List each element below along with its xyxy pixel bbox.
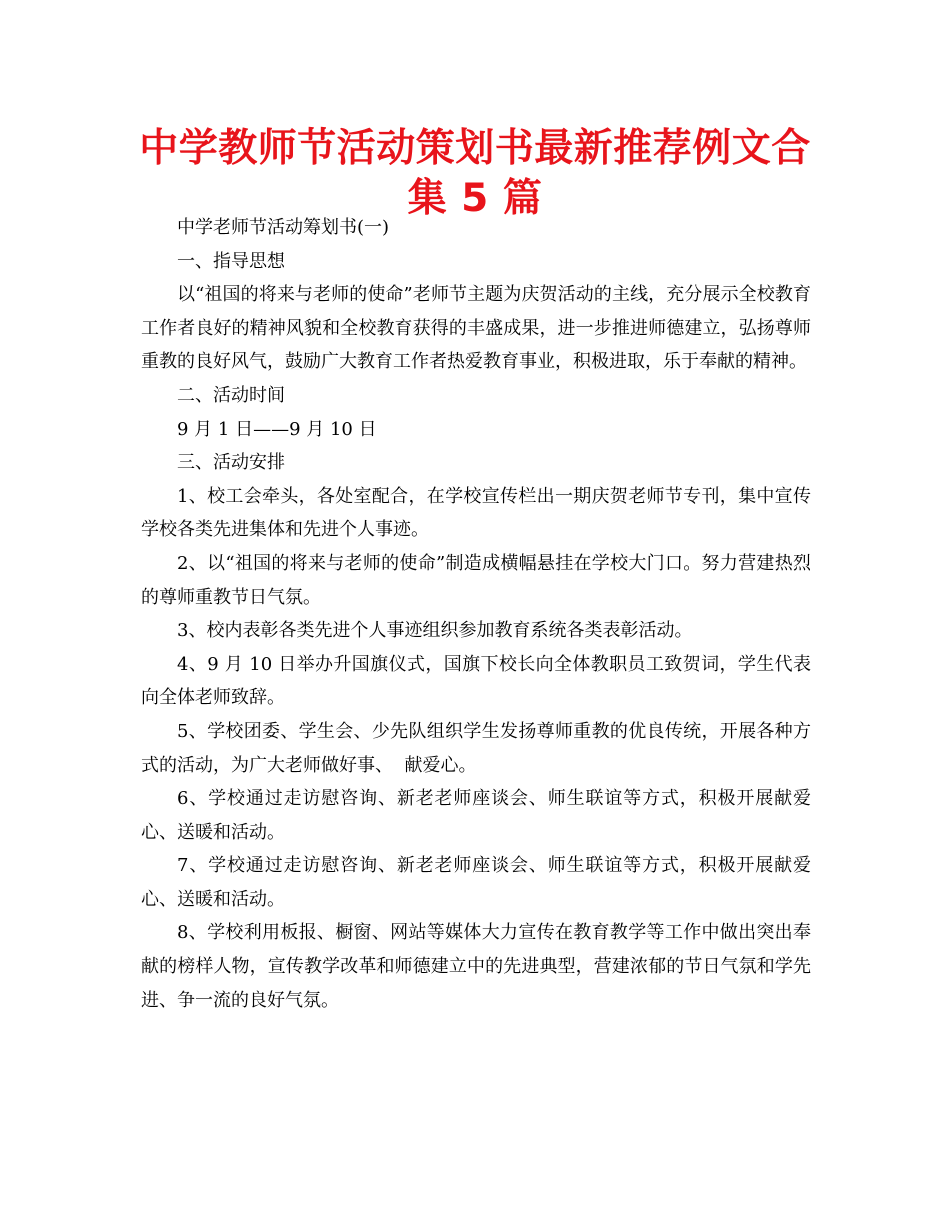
paragraph-arrangement-item: 4、9 月 10 日举办升国旗仪式，国旗下校长向全体教职员工致贺词，学生代表向全体老师致辞。 bbox=[141, 653, 811, 709]
document-title: 中学教师节活动策划书最新推荐例文合集 5 篇 bbox=[139, 126, 811, 221]
paragraph-arrangement-item: 5、学校团委、学生会、少先队组织学生发扬尊师重教的优良传统，开展各种方式的活动，为广大老师做好事、 献爱心。 bbox=[141, 720, 811, 776]
paragraph-arrangement-item: 8、学校利用板报、橱窗、网站等媒体大力宣传在教育教学等工作中做出突出奉献的榜样人物，宣传教学改革和师德建立中的先进典型，营建浓郁的节日气氛和学先进、争一流的良好气氛。 bbox=[141, 922, 811, 1011]
paragraph-activity-time: 9 月 1 日——9 月 10 日 bbox=[177, 418, 377, 440]
paragraph-arrangement-item: 1、校工会牵头，各处室配合，在学校宣传栏出一期庆贺老师节专刊，集中宣传学校各类先进集体和先进个人事迹。 bbox=[141, 485, 811, 541]
paragraph-guiding-ideology: 以“祖国的将来与老师的使命”老师节主题为庆贺活动的主线，充分展示全校教育工作者良好的精神风貌和全校教育获得的丰盛成果，进一步推进师德建立，弘扬尊师重教的良好风气，鼓励广大教育工作者热爱教育事业，积极进取，乐于奉献的精神。 bbox=[141, 284, 811, 373]
paragraph-heading-activity-time: 二、活动时间 bbox=[177, 384, 285, 406]
paragraph-arrangement-item: 7、学校通过走访慰咨询、新老老师座谈会、师生联谊等方式，积极开展献爱心、送暖和活动。 bbox=[141, 855, 811, 910]
paragraph-heading-guiding-ideology: 一、指导思想 bbox=[177, 250, 285, 272]
paragraph-heading-activity-arrangement: 三、活动安排 bbox=[177, 452, 285, 474]
paragraph-arrangement-item: 3、校内表彰各类先进个人事迹组织参加教育系统各类表彰活动。 bbox=[177, 620, 693, 642]
paragraph-arrangement-item: 6、学校通过走访慰咨询、新老老师座谈会、师生联谊等方式，积极开展献爱心、送暖和活动。 bbox=[141, 788, 811, 843]
document-body bbox=[141, 211, 811, 1017]
paragraph-arrangement-item: 2、以“祖国的将来与老师的使命”制造成横幅悬挂在学校大门口。努力营建热烈的尊师重教节日气氛。 bbox=[141, 552, 811, 608]
paragraph-section-heading: 中学老师节活动筹划书(一) bbox=[177, 217, 390, 238]
